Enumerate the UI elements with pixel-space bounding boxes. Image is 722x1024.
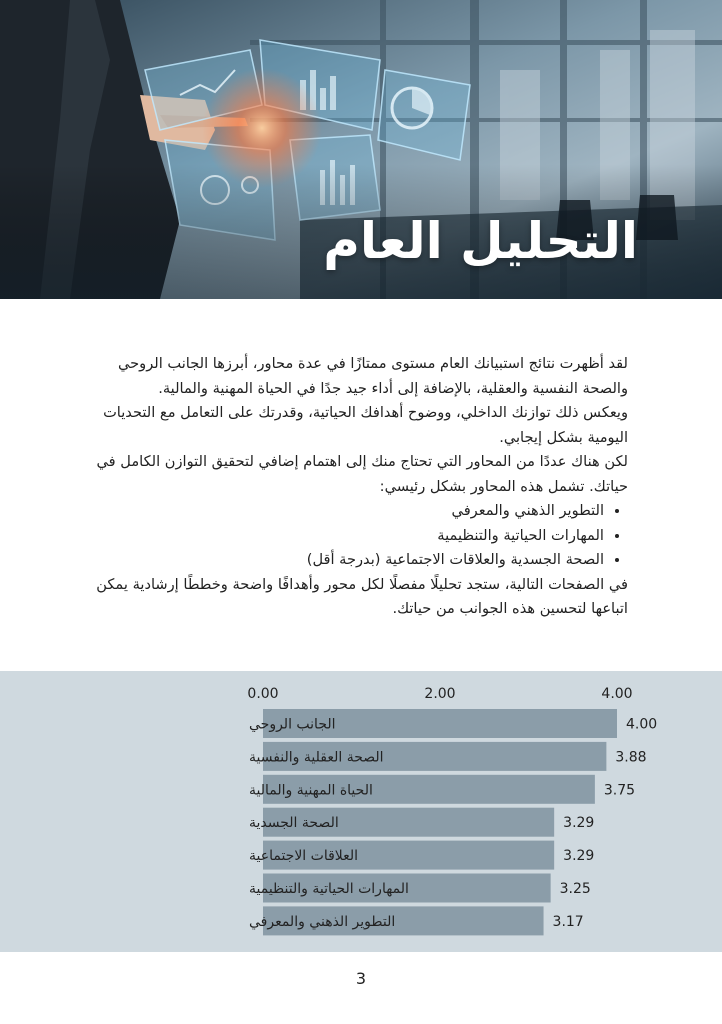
intro-paragraph-4: في الصفحات التالية، ستجد تحليلًا مفصلًا لكل محور وأهدافًا واضحة وخططًا إرشادية يمكن اتباعها لتحسين هذه الجوانب من حياتك. <box>96 575 628 617</box>
value-label: 3.88 <box>615 749 647 766</box>
focus-list-item: • الصحة الجسدية والعلاقات الاجتماعية (بدرجة أقل) <box>84 548 604 573</box>
value-label: 3.29 <box>563 848 595 865</box>
category-label: التطوير الذهني والمعرفي <box>249 913 396 930</box>
focus-list <box>84 499 628 573</box>
focus-list-item: • التطوير الذهني والمعرفي <box>84 499 604 524</box>
category-label: المهارات الحياتية والتنظيمية <box>249 881 409 897</box>
intro-paragraph-2: ويعكس ذلك توازنك الداخلي، ووضوح أهدافك الحياتية، وقدرتك على التعامل مع التحديات اليومية بشكل إيجابي. <box>103 404 628 446</box>
scores-bar-chart <box>0 671 722 952</box>
category-label: العلاقات الاجتماعية <box>249 848 359 865</box>
intro-text <box>84 352 628 622</box>
category-label: الصحة الجسدية <box>249 815 339 832</box>
value-label: 3.25 <box>559 881 591 897</box>
x-tick-label: 4.00 <box>601 686 633 702</box>
value-label: 4.00 <box>626 716 658 733</box>
focus-list-item: • المهارات الحياتية والتنظيمية <box>84 524 604 549</box>
intro-paragraph-3: لكن هناك عددًا من المحاور التي تحتاج منك إلى اهتمام إضافي لتحقيق التوازن الكامل في حياتك. تشمل هذه المحاور بشكل رئيسي: <box>96 453 628 495</box>
page-number: 3 <box>355 969 367 988</box>
intro-paragraph-1: لقد أظهرت نتائج استبيانك العام مستوى ممتازًا في عدة محاور، أبرزها الجانب الروحي والصحة النفسية والعقلية، بالإضافة إلى أداء جيد جدًا في الحياة المهنية والمالية. <box>117 355 628 397</box>
x-tick-label: 0.00 <box>247 686 279 702</box>
category-label: الحياة المهنية والمالية <box>249 782 373 799</box>
category-label: الجانب الروحي <box>249 716 336 733</box>
page-title: التحليل العام <box>323 212 638 270</box>
hero-banner <box>0 0 722 299</box>
value-label: 3.75 <box>603 782 636 799</box>
value-label: 3.29 <box>563 815 595 832</box>
value-label: 3.17 <box>552 913 584 930</box>
x-tick-label: 2.00 <box>424 686 456 702</box>
scores-chart-panel <box>0 671 722 952</box>
category-label: الصحة العقلية والنفسية <box>249 749 384 766</box>
